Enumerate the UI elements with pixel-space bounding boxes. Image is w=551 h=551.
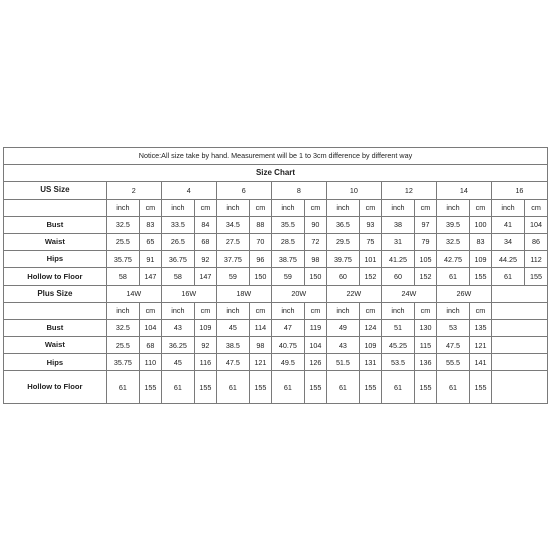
unit-header: cm <box>305 302 327 319</box>
unit-header: inch <box>436 302 469 319</box>
unit-header: inch <box>436 199 469 216</box>
table-row <box>4 268 548 285</box>
unit-header: cm <box>195 302 217 319</box>
unit-header: cm <box>250 302 272 319</box>
value-cell: 42.75 <box>436 251 469 268</box>
value-cell: 90 <box>305 216 327 233</box>
value-cell: 43 <box>161 319 194 336</box>
value-cell: 25.5 <box>106 337 139 354</box>
table-row <box>4 165 548 182</box>
value-cell: 47.5 <box>436 337 469 354</box>
table-row <box>4 233 548 250</box>
unit-header: inch <box>106 199 139 216</box>
value-cell: 147 <box>139 268 161 285</box>
size-header: 2 <box>106 182 161 199</box>
value-cell: 83 <box>139 216 161 233</box>
value-cell: 97 <box>415 216 437 233</box>
value-cell: 53.5 <box>381 354 414 371</box>
empty-cell <box>4 199 107 216</box>
table-row <box>4 285 548 302</box>
unit-header: cm <box>470 199 492 216</box>
unit-header: inch <box>491 199 524 216</box>
value-cell: 45 <box>161 354 194 371</box>
value-cell: 59 <box>216 268 249 285</box>
table-row <box>4 337 548 354</box>
value-cell: 40.75 <box>271 337 304 354</box>
value-cell: 26.5 <box>161 233 194 250</box>
value-cell: 114 <box>250 319 272 336</box>
value-cell: 155 <box>195 371 217 404</box>
unit-header: cm <box>415 302 437 319</box>
value-cell: 61 <box>271 371 304 404</box>
unit-header: cm <box>360 199 382 216</box>
value-cell: 101 <box>360 251 382 268</box>
measure-label: Bust <box>4 216 107 233</box>
empty-cell <box>491 285 547 302</box>
empty-cell <box>491 302 547 319</box>
measure-label: Hips <box>4 354 107 371</box>
measure-label: Hips <box>4 251 107 268</box>
unit-header: cm <box>139 302 161 319</box>
empty-cell <box>491 371 547 404</box>
measure-label: Hollow to Floor <box>4 268 107 285</box>
size-header: 10 <box>326 182 381 199</box>
value-cell: 88 <box>250 216 272 233</box>
value-cell: 115 <box>415 337 437 354</box>
value-cell: 155 <box>470 371 492 404</box>
value-cell: 152 <box>415 268 437 285</box>
value-cell: 119 <box>305 319 327 336</box>
value-cell: 35.75 <box>106 251 139 268</box>
table-row <box>4 302 548 319</box>
value-cell: 38.5 <box>216 337 249 354</box>
value-cell: 93 <box>360 216 382 233</box>
value-cell: 36.25 <box>161 337 194 354</box>
value-cell: 155 <box>525 268 548 285</box>
value-cell: 141 <box>470 354 492 371</box>
value-cell: 131 <box>360 354 382 371</box>
value-cell: 83 <box>470 233 492 250</box>
value-cell: 136 <box>415 354 437 371</box>
value-cell: 45.25 <box>381 337 414 354</box>
size-header: 8 <box>271 182 326 199</box>
value-cell: 72 <box>305 233 327 250</box>
value-cell: 36.5 <box>326 216 359 233</box>
unit-header: cm <box>525 199 548 216</box>
value-cell: 31 <box>381 233 414 250</box>
value-cell: 84 <box>195 216 217 233</box>
value-cell: 47.5 <box>216 354 249 371</box>
value-cell: 150 <box>250 268 272 285</box>
value-cell: 155 <box>139 371 161 404</box>
size-header: 16 <box>491 182 547 199</box>
value-cell: 98 <box>305 251 327 268</box>
value-cell: 47 <box>271 319 304 336</box>
value-cell: 155 <box>305 371 327 404</box>
unit-header: inch <box>326 302 359 319</box>
size-header: 14 <box>436 182 491 199</box>
size-chart-table <box>3 147 548 404</box>
size-header: 4 <box>161 182 216 199</box>
unit-header: inch <box>381 302 414 319</box>
value-cell: 155 <box>250 371 272 404</box>
size-header: 24W <box>381 285 436 302</box>
value-cell: 44.25 <box>491 251 524 268</box>
value-cell: 116 <box>195 354 217 371</box>
value-cell: 58 <box>106 268 139 285</box>
table-row <box>4 371 548 404</box>
unit-header: inch <box>216 199 249 216</box>
value-cell: 32.5 <box>106 319 139 336</box>
value-cell: 37.75 <box>216 251 249 268</box>
value-cell: 155 <box>470 268 492 285</box>
value-cell: 112 <box>525 251 548 268</box>
value-cell: 109 <box>195 319 217 336</box>
unit-header: inch <box>271 199 304 216</box>
value-cell: 35.75 <box>106 354 139 371</box>
value-cell: 92 <box>195 337 217 354</box>
value-cell: 92 <box>195 251 217 268</box>
unit-header: inch <box>216 302 249 319</box>
value-cell: 109 <box>360 337 382 354</box>
table-row <box>4 354 548 371</box>
size-header: 14W <box>106 285 161 302</box>
notice-text: Notice:All size take by hand. Measurement will be 1 to 3cm difference by different way <box>4 148 548 165</box>
value-cell: 70 <box>250 233 272 250</box>
value-cell: 109 <box>470 251 492 268</box>
value-cell: 121 <box>250 354 272 371</box>
unit-header: cm <box>305 199 327 216</box>
value-cell: 45 <box>216 319 249 336</box>
value-cell: 98 <box>250 337 272 354</box>
value-cell: 147 <box>195 268 217 285</box>
unit-header: inch <box>381 199 414 216</box>
value-cell: 29.5 <box>326 233 359 250</box>
unit-header: inch <box>271 302 304 319</box>
value-cell: 61 <box>491 268 524 285</box>
value-cell: 79 <box>415 233 437 250</box>
size-header: 26W <box>436 285 491 302</box>
value-cell: 33.5 <box>161 216 194 233</box>
value-cell: 32.5 <box>106 216 139 233</box>
unit-header: cm <box>195 199 217 216</box>
unit-header: inch <box>161 302 194 319</box>
unit-header: cm <box>139 199 161 216</box>
value-cell: 150 <box>305 268 327 285</box>
value-cell: 155 <box>415 371 437 404</box>
value-cell: 49.5 <box>271 354 304 371</box>
value-cell: 32.5 <box>436 233 469 250</box>
value-cell: 61 <box>381 371 414 404</box>
table-row <box>4 182 548 199</box>
table-row <box>4 148 548 165</box>
plus-size-label: Plus Size <box>4 285 107 302</box>
size-header: 18W <box>216 285 271 302</box>
unit-header: inch <box>161 199 194 216</box>
value-cell: 59 <box>271 268 304 285</box>
size-header: 22W <box>326 285 381 302</box>
table-row <box>4 199 548 216</box>
value-cell: 61 <box>216 371 249 404</box>
value-cell: 28.5 <box>271 233 304 250</box>
value-cell: 130 <box>415 319 437 336</box>
us-size-label: US Size <box>4 182 107 199</box>
value-cell: 39.75 <box>326 251 359 268</box>
value-cell: 68 <box>139 337 161 354</box>
value-cell: 38 <box>381 216 414 233</box>
value-cell: 61 <box>326 371 359 404</box>
size-header: 6 <box>216 182 271 199</box>
empty-cell <box>4 302 107 319</box>
empty-cell <box>491 319 547 336</box>
table-row <box>4 251 548 268</box>
value-cell: 104 <box>139 319 161 336</box>
value-cell: 61 <box>436 371 469 404</box>
value-cell: 65 <box>139 233 161 250</box>
value-cell: 25.5 <box>106 233 139 250</box>
empty-cell <box>491 354 547 371</box>
value-cell: 126 <box>305 354 327 371</box>
value-cell: 49 <box>326 319 359 336</box>
table-row <box>4 216 548 233</box>
unit-header: cm <box>250 199 272 216</box>
measure-label: Waist <box>4 337 107 354</box>
value-cell: 61 <box>106 371 139 404</box>
value-cell: 96 <box>250 251 272 268</box>
value-cell: 86 <box>525 233 548 250</box>
value-cell: 152 <box>360 268 382 285</box>
value-cell: 35.5 <box>271 216 304 233</box>
value-cell: 39.5 <box>436 216 469 233</box>
unit-header: inch <box>106 302 139 319</box>
value-cell: 51.5 <box>326 354 359 371</box>
value-cell: 68 <box>195 233 217 250</box>
chart-title: Size Chart <box>4 165 548 182</box>
value-cell: 121 <box>470 337 492 354</box>
value-cell: 135 <box>470 319 492 336</box>
value-cell: 36.75 <box>161 251 194 268</box>
value-cell: 155 <box>360 371 382 404</box>
value-cell: 100 <box>470 216 492 233</box>
value-cell: 60 <box>381 268 414 285</box>
value-cell: 41 <box>491 216 524 233</box>
value-cell: 75 <box>360 233 382 250</box>
value-cell: 60 <box>326 268 359 285</box>
size-header: 20W <box>271 285 326 302</box>
table-row <box>4 319 548 336</box>
unit-header: cm <box>415 199 437 216</box>
value-cell: 124 <box>360 319 382 336</box>
unit-header: cm <box>470 302 492 319</box>
value-cell: 27.5 <box>216 233 249 250</box>
value-cell: 110 <box>139 354 161 371</box>
value-cell: 38.75 <box>271 251 304 268</box>
value-cell: 58 <box>161 268 194 285</box>
value-cell: 34.5 <box>216 216 249 233</box>
value-cell: 104 <box>305 337 327 354</box>
value-cell: 34 <box>491 233 524 250</box>
measure-label: Hollow to Floor <box>4 371 107 404</box>
value-cell: 105 <box>415 251 437 268</box>
value-cell: 91 <box>139 251 161 268</box>
value-cell: 51 <box>381 319 414 336</box>
empty-cell <box>491 337 547 354</box>
value-cell: 53 <box>436 319 469 336</box>
value-cell: 104 <box>525 216 548 233</box>
value-cell: 55.5 <box>436 354 469 371</box>
size-chart-body <box>4 148 548 404</box>
value-cell: 43 <box>326 337 359 354</box>
measure-label: Bust <box>4 319 107 336</box>
size-header: 12 <box>381 182 436 199</box>
unit-header: inch <box>326 199 359 216</box>
unit-header: cm <box>360 302 382 319</box>
measure-label: Waist <box>4 233 107 250</box>
value-cell: 61 <box>436 268 469 285</box>
value-cell: 61 <box>161 371 194 404</box>
size-header: 16W <box>161 285 216 302</box>
value-cell: 41.25 <box>381 251 414 268</box>
